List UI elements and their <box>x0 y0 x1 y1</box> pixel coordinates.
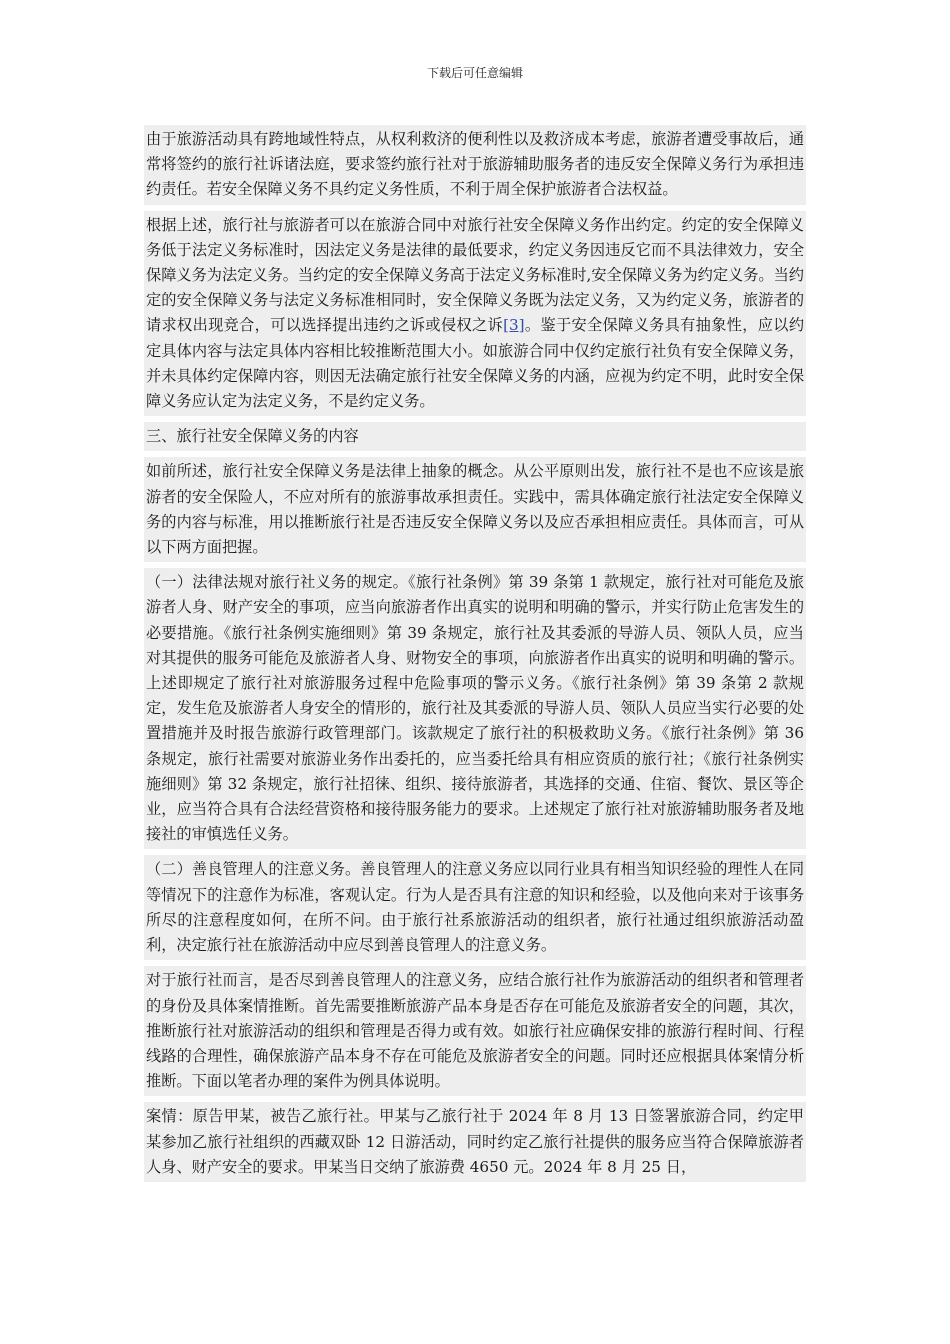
section-heading: 三、旅行社安全保障义务的内容 <box>144 422 806 451</box>
paragraph-text: 根据上述，旅行社与旅游者可以在旅游合同中对旅行社安全保障义务作出约定。约定的安全保障义务低于法定义务标准时，因法定义务是法律的最低要求，约定义务因违反它而不具法律效力，安全保障义务为法定义务。当约定的安全保障义务高于法定义务标准时,安全保障义务为约定义务。当约定的安全保障义务与法定义务标准相同时，安全保障义务既为法定义务，又为约定义务，旅游者的请求权出现竞合，可以选择提出违约之诉或侵权之诉 <box>146 215 804 335</box>
page-header: 下载后可任意编辑 <box>426 66 523 80</box>
paragraph-legal-provisions: （一）法律法规对旅行社义务的规定。《旅行社条例》第 39 条第 1 款规定，旅行社对可能危及旅游者人身、财产安全的事项，应当向旅游者作出真实的说明和明确的警示，并实行防止危害发生的必要措施。《旅行社条例实施细则》第 39 条规定，旅行社及其委派的导游人员、领队人员，应当对其提供的服务可能危及旅游者人身、财物安全的事项，向旅游者作出真实的说明和明确的警示。上述即规定了旅行社对旅游服务过程中危险事项的警示义务。《旅行社条例》第 39 条第 2 款规定，发生危及旅游者人身安全的情形的，旅行社及其委派的导游人员、领队人员应当实行必要的处置措施并及时报告旅游行政管理部门。该款规定了旅行社的积极救助义务。《旅行社条例》第 36 条规定，旅行社需要对旅游业务作出委托的，应当委托给具有相应资质的旅行社；《旅行社条例实施细则》第 32 条规定，旅行社招徕、组织、接待旅游者，其选择的交通、住宿、餐饮、景区等企业，应当符合具有合法经营资格和接待服务能力的要求。上述规定了旅行社对旅游辅助服务者及地接社的审慎选任义务。 <box>144 568 806 849</box>
document-body <box>144 125 806 1182</box>
paragraph-judgment-method: 对于旅行社而言，是否尽到善良管理人的注意义务，应结合旅行社作为旅游活动的组织者和管理者的身份及具体案情推断。首先需要推断旅游产品本身是否存在可能危及旅游者安全的问题，其次，推断旅行社对旅游活动的组织和管理是否得力或有效。如旅行社应确保安排的旅游行程时间、行程线路的合理性，确保旅游产品本身不存在可能危及旅游者安全的问题。同时还应根据具体案情分析推断。下面以笔者办理的案件为例具体说明。 <box>144 966 806 1096</box>
reference-link[interactable]: [3] <box>503 316 525 335</box>
paragraph-abstract-concept: 如前所述，旅行社安全保障义务是法律上抽象的概念。从公平原则出发，旅行社不是也不应该是旅游者的安全保险人，不应对所有的旅游事故承担责任。实践中，需具体确定旅行社法定安全保障义务的内容与标准，用以推断旅行社是否违反安全保障义务以及应否承担相应责任。具体而言，可从以下两方面把握。 <box>144 457 806 562</box>
paragraph-duty-of-care: （二）善良管理人的注意义务。善良管理人的注意义务应以同行业具有相当知识经验的理性人在同等情况下的注意作为标准，客观认定。行为人是否具有注意的知识和经验，以及他向来对于该事务所尽的注意程度如何，在所不问。由于旅行社系旅游活动的组织者，旅行社通过组织旅游活动盈利，决定旅行社在旅游活动中应尽到善良管理人的注意义务。 <box>144 855 806 960</box>
paragraph-case-facts: 案情：原告甲某，被告乙旅行社。甲某与乙旅行社于 2024 年 8 月 13 日签署旅游合同，约定甲某参加乙旅行社组织的西藏双卧 12 日游活动，同时约定乙旅行社提供的服务应当符合保障旅游者人身、财产安全的要求。甲某当日交纳了旅游费 4650 元。2024 年 8 月 25 日， <box>144 1102 806 1182</box>
paragraph-contract-agreement <box>144 211 806 417</box>
paragraph-text: 。鉴于安全保障义务具有抽象性，应以约定具体内容与法定具体内容相比较推断范围大小。如旅游合同中仅约定旅行社负有安全保障义务，并未具体约定保障内容，则因无法确定旅行社安全保障义务的内涵，应视为约定不明，此时安全保障义务应认定为法定义务，不是约定义务。 <box>146 316 805 411</box>
paragraph-liability-choice: 由于旅游活动具有跨地域性特点，从权利救济的便利性以及救济成本考虑，旅游者遭受事故后，通常将签约的旅行社诉诸法庭，要求签约旅行社对于旅游辅助服务者的违反安全保障义务行为承担违约责任。若安全保障义务不具约定义务性质，不利于周全保护旅游者合法权益。 <box>144 125 806 205</box>
